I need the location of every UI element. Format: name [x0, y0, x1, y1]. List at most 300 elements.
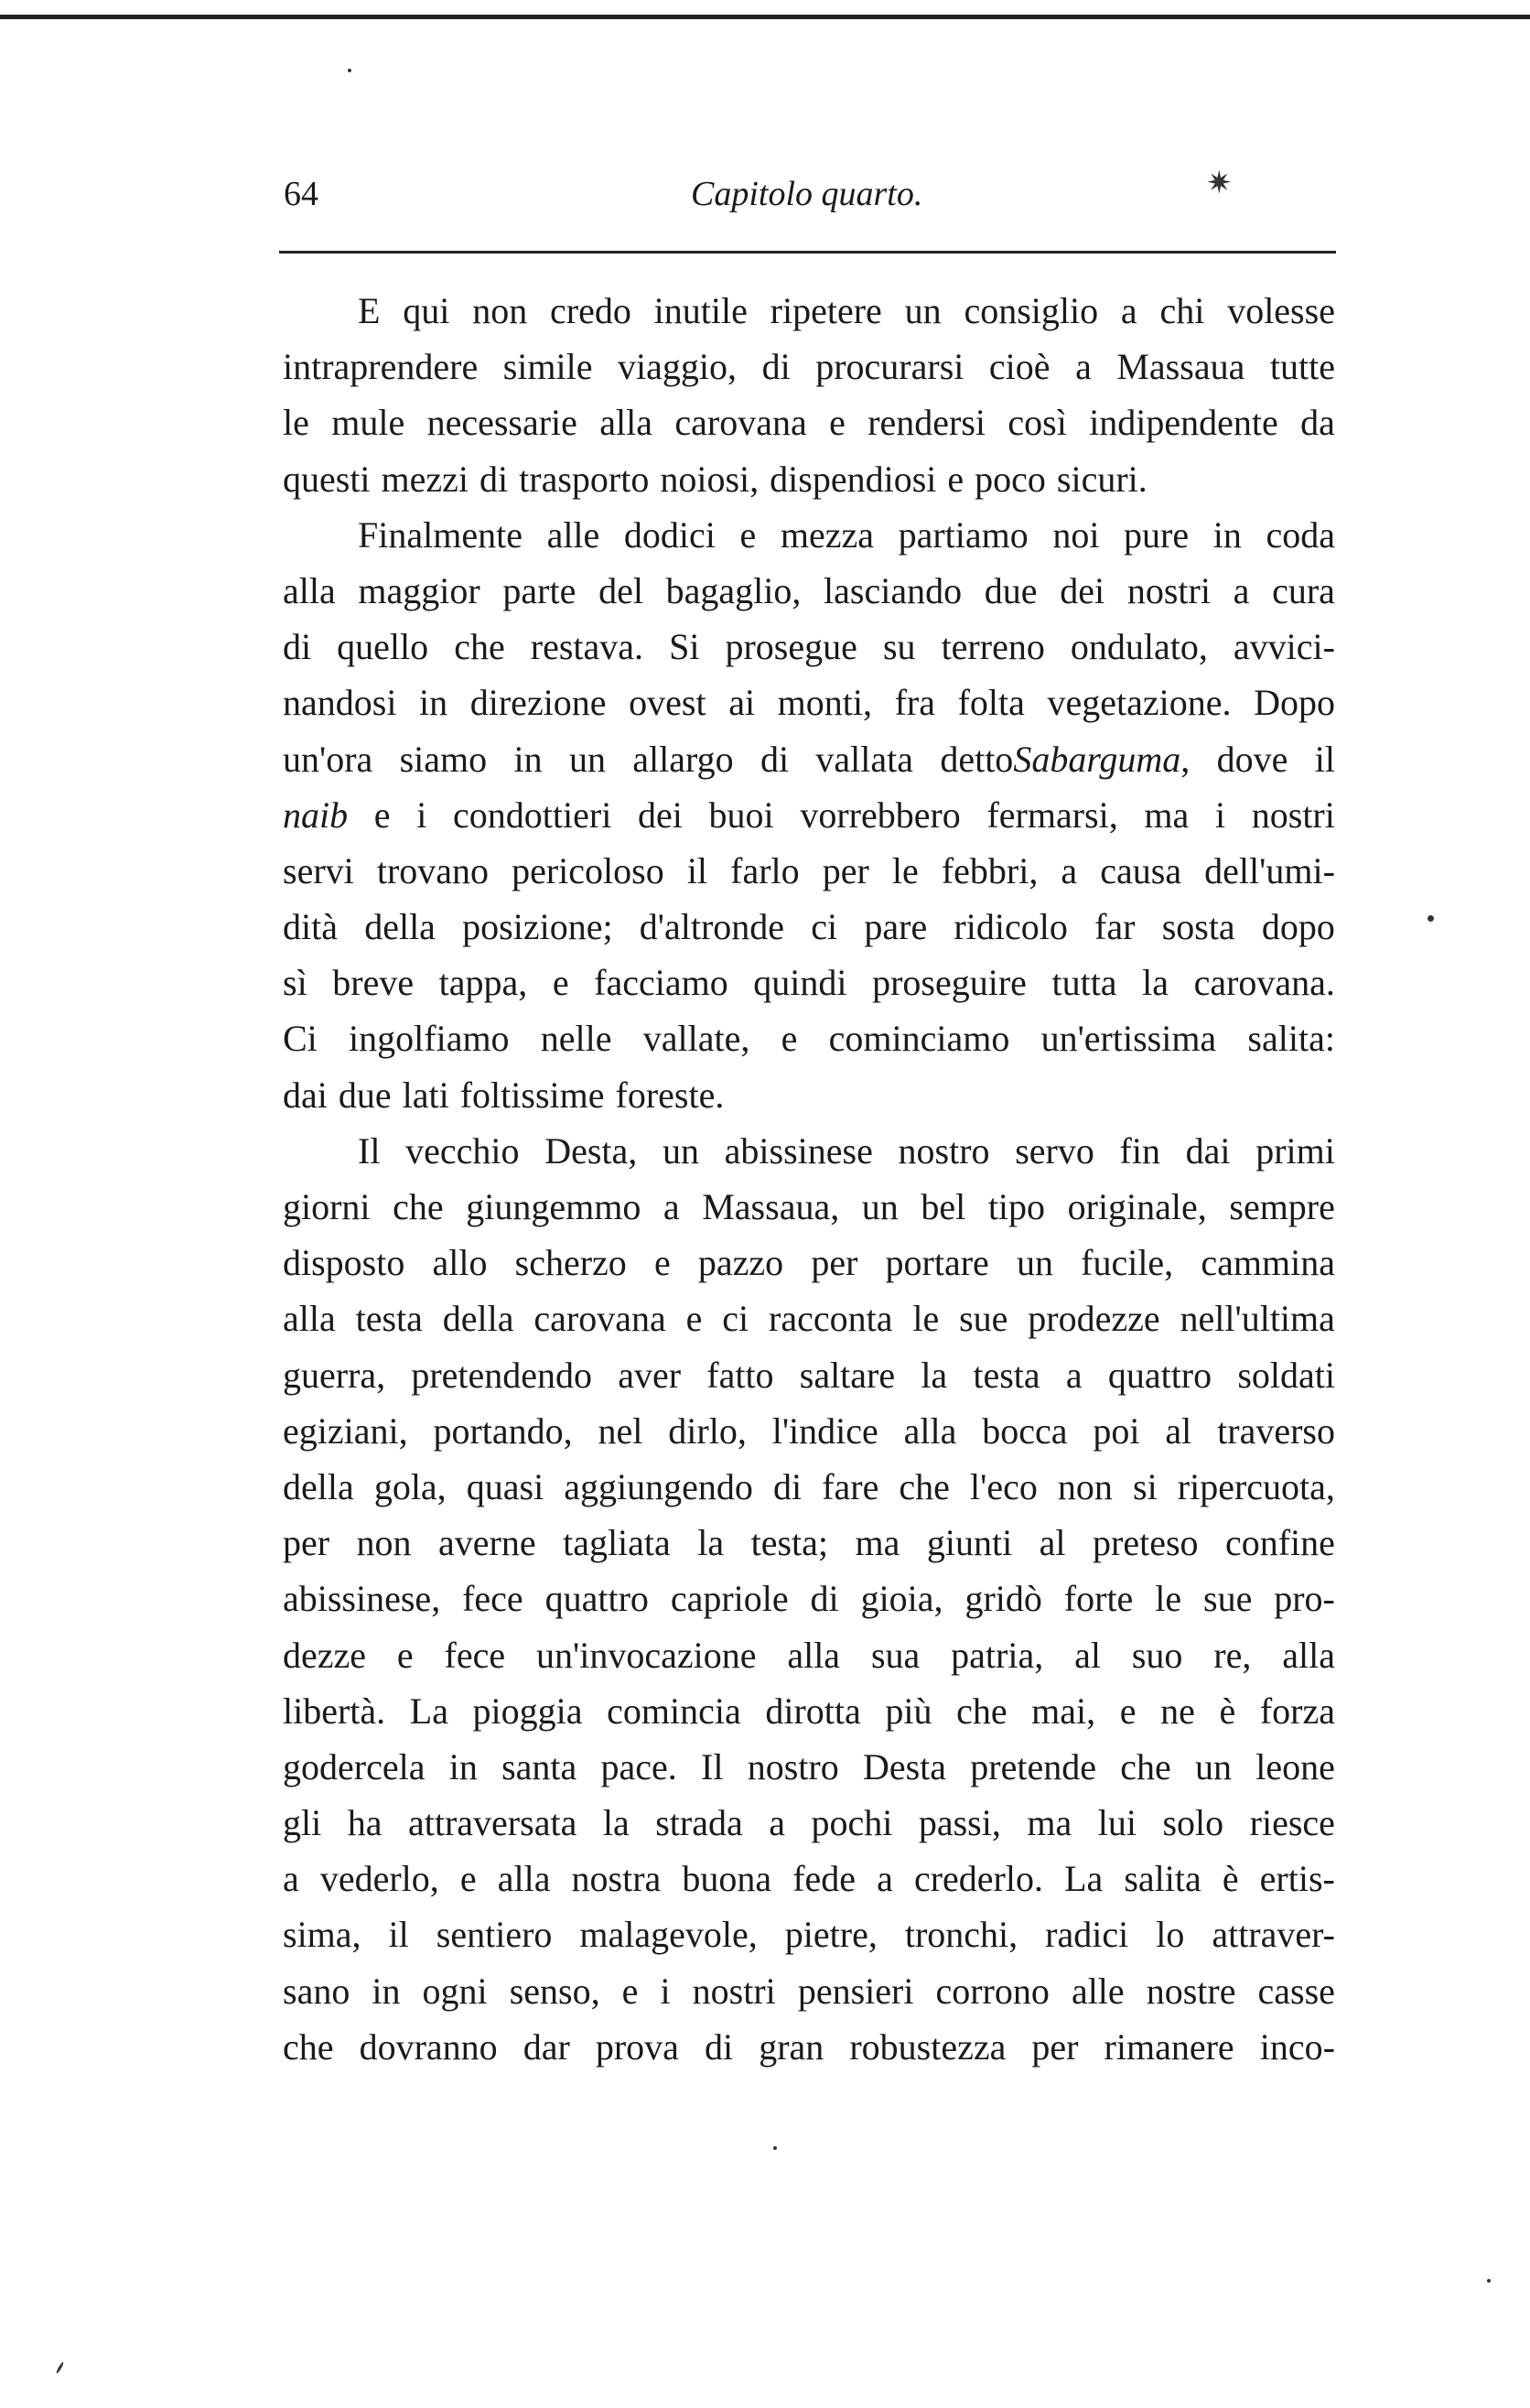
- word: e: [1119, 1690, 1137, 1732]
- word-group: [1060, 563, 1104, 619]
- word-group: [360, 2019, 498, 2075]
- word: buoi: [708, 794, 774, 836]
- word: Dopo: [1254, 682, 1335, 724]
- word-group: [283, 955, 307, 1010]
- word-group: [1093, 1515, 1199, 1571]
- word: salita:: [1247, 1018, 1335, 1060]
- word-group: [283, 1851, 299, 1906]
- word: di: [283, 626, 312, 668]
- word: leone: [1255, 1745, 1335, 1787]
- word: robustezza: [849, 2025, 1007, 2068]
- word: attraver-: [1212, 1914, 1335, 1956]
- word-group: [531, 619, 643, 675]
- word-group: [705, 2019, 733, 2075]
- word-group: [1074, 1627, 1101, 1683]
- word: sano: [283, 1970, 350, 2012]
- word: giunti: [926, 1522, 1013, 1564]
- word: averne: [438, 1522, 536, 1564]
- word-group: [728, 675, 755, 730]
- word: detto: [940, 738, 1014, 780]
- word-group: [800, 787, 960, 843]
- word-group: [1064, 1571, 1134, 1626]
- text-line: [283, 1010, 1335, 1066]
- word: mule: [331, 402, 405, 444]
- word: patria,: [951, 1634, 1044, 1676]
- word: saltare: [799, 1354, 896, 1396]
- word-group: [1266, 507, 1335, 563]
- word-group: [1255, 1739, 1335, 1795]
- word-group: [883, 619, 916, 675]
- word: pare: [864, 906, 928, 948]
- word: Ci: [283, 1018, 318, 1060]
- word-group: [985, 563, 1038, 619]
- word-group: [701, 1739, 723, 1795]
- word-group: [479, 451, 508, 507]
- word-group: [697, 1515, 724, 1571]
- word: della: [442, 1298, 514, 1340]
- word: portare: [885, 1242, 989, 1284]
- word: a: [283, 1858, 299, 1900]
- word-group: [1124, 1851, 1201, 1906]
- word-group: [563, 1515, 671, 1571]
- word: pretende: [970, 1745, 1096, 1787]
- word: consiglio: [964, 290, 1099, 331]
- word-group: [523, 2019, 570, 2075]
- word: carovana: [674, 402, 807, 444]
- word-group: [1255, 1123, 1335, 1179]
- word: solo: [1162, 1802, 1224, 1844]
- text-line: [283, 1683, 1335, 1739]
- word: prova: [595, 2025, 679, 2068]
- word-group: [403, 283, 449, 339]
- word: disposto: [283, 1242, 405, 1284]
- word-group: [638, 787, 683, 843]
- word: inutile: [653, 290, 748, 331]
- word: ci: [722, 1298, 749, 1340]
- word: fucile,: [1081, 1242, 1174, 1284]
- word: lati: [402, 1074, 449, 1116]
- word-group: [1052, 507, 1099, 563]
- word: i: [660, 1970, 671, 2012]
- word-group: [1237, 1347, 1335, 1403]
- word: senso,: [509, 1970, 600, 2012]
- word: libertà.: [283, 1690, 386, 1732]
- word-group: [460, 1067, 605, 1123]
- word: noiosi,: [660, 458, 760, 500]
- word: forte: [1063, 1578, 1134, 1620]
- word-group: [1272, 563, 1335, 619]
- word-group: [472, 283, 527, 339]
- word: così: [1007, 402, 1067, 444]
- word-group: [1234, 619, 1335, 675]
- word: foreste.: [615, 1074, 725, 1116]
- word-group: [1064, 1851, 1103, 1906]
- word-group: [283, 1571, 440, 1626]
- word: soldati: [1237, 1354, 1335, 1396]
- word: dovranno: [359, 2025, 498, 2068]
- word-group: [454, 619, 505, 675]
- word: suo: [1131, 1634, 1183, 1676]
- word: farlo: [730, 849, 800, 891]
- word: malagevole,: [579, 1914, 758, 1956]
- word-group: [693, 1963, 776, 2019]
- word: poco: [975, 458, 1046, 500]
- word-group: [283, 1235, 404, 1290]
- word: indipendente: [1089, 402, 1278, 444]
- word-group: [1144, 787, 1189, 843]
- word: godercela: [283, 1745, 426, 1787]
- word-group: [541, 1010, 612, 1066]
- word-group: [513, 731, 542, 787]
- word-group: [533, 1290, 665, 1346]
- word-group: [899, 1459, 950, 1515]
- word-group: [358, 563, 479, 619]
- word: breve: [332, 962, 415, 1004]
- word: di: [772, 1465, 803, 1507]
- word: sosta: [1161, 906, 1235, 948]
- word: non: [356, 1522, 412, 1564]
- word-group: [462, 899, 612, 955]
- word-group: [862, 1179, 899, 1235]
- word-group: [1104, 2019, 1234, 2075]
- word: guerra,: [283, 1354, 386, 1396]
- text-line: [283, 1067, 1335, 1123]
- word-group: [1225, 1515, 1335, 1571]
- word: più: [885, 1690, 932, 1732]
- text-line: [283, 1795, 1335, 1851]
- word: di: [810, 1578, 839, 1620]
- word: nostri: [692, 1970, 776, 2012]
- word-group: [1270, 339, 1335, 394]
- word-group: [872, 955, 1027, 1010]
- word: pensieri: [797, 1970, 914, 2012]
- word: abissinese,: [283, 1578, 441, 1620]
- word-group: [1227, 283, 1335, 339]
- word-group: [1017, 1235, 1053, 1290]
- word: prosegue: [725, 626, 857, 668]
- word: condottieri: [453, 794, 612, 836]
- word-group: [1068, 1179, 1207, 1235]
- word-group: [1061, 843, 1077, 899]
- word: allo: [432, 1242, 488, 1284]
- word: attraversata: [408, 1802, 577, 1844]
- word: questi: [283, 458, 371, 500]
- word: Finalmente: [358, 513, 523, 556]
- word: d'altronde: [639, 906, 785, 948]
- word-group: [1160, 1683, 1195, 1739]
- word-group: [800, 1347, 895, 1403]
- word: la: [921, 1354, 948, 1396]
- word-group: [1071, 619, 1208, 675]
- word-group: [867, 394, 986, 450]
- word-group: [519, 451, 649, 507]
- word: a: [877, 1858, 893, 1900]
- word: credo: [550, 290, 631, 331]
- word: a: [769, 1802, 785, 1844]
- word-group: [899, 1123, 990, 1179]
- word-group: [748, 1739, 839, 1795]
- word: quattro: [544, 1578, 649, 1620]
- word-group: [1260, 2019, 1335, 2075]
- word-group: [940, 731, 1190, 787]
- text-line: [283, 955, 1335, 1010]
- word: le: [912, 1298, 940, 1340]
- word-group: [770, 451, 936, 507]
- word: Massaua: [1116, 346, 1245, 388]
- word-group: [824, 563, 962, 619]
- word-group: [778, 675, 872, 730]
- word-group: [564, 1459, 753, 1515]
- word: maggior: [358, 569, 480, 611]
- word-group: [283, 1403, 408, 1459]
- word: alla: [787, 1634, 841, 1676]
- word: e: [947, 458, 964, 500]
- text-line: [283, 1571, 1335, 1626]
- word-group: [629, 675, 706, 730]
- word: gola,: [373, 1465, 447, 1507]
- word: facciamo: [594, 962, 728, 1004]
- word-group: [792, 1851, 856, 1906]
- word: scherzo: [514, 1242, 627, 1284]
- word-group: [709, 787, 774, 843]
- word-group: [753, 955, 846, 1010]
- word: per: [811, 1242, 858, 1284]
- word-group: [951, 1627, 1043, 1683]
- word-group: [863, 1739, 946, 1795]
- word-group: [822, 1459, 878, 1515]
- word: che: [393, 1186, 444, 1227]
- word-group: [416, 787, 426, 843]
- word-group: [436, 1906, 553, 1962]
- word-group: [419, 675, 447, 730]
- word-group: [283, 675, 396, 730]
- word-group: [470, 675, 607, 730]
- word-group: [377, 843, 489, 899]
- word-group: [856, 1515, 900, 1571]
- word-group: [569, 731, 606, 787]
- word-group: [798, 1963, 914, 2019]
- word: ai: [728, 682, 756, 724]
- word: nandosi: [283, 682, 397, 724]
- word: pure: [1124, 513, 1190, 556]
- word: chi: [1159, 290, 1205, 331]
- word: gridò: [964, 1578, 1042, 1620]
- word-group: [1120, 1123, 1160, 1179]
- word: trasporto: [519, 458, 650, 500]
- word: simile: [502, 346, 593, 388]
- word: pace.: [600, 1745, 677, 1787]
- word-group: [1262, 899, 1335, 955]
- word-group: [283, 619, 311, 675]
- word: e: [653, 1242, 671, 1284]
- word-group: [769, 1290, 892, 1346]
- word: partiamo: [898, 513, 1029, 556]
- word-group: [1162, 1795, 1223, 1851]
- word: dai: [283, 1074, 328, 1116]
- word: volesse: [1227, 290, 1335, 331]
- word-group: [1040, 1515, 1066, 1571]
- word-group: [706, 1347, 773, 1403]
- word-group: [781, 1010, 798, 1066]
- word: ma: [855, 1522, 900, 1564]
- word: intraprendere: [283, 346, 479, 388]
- word: da: [1300, 402, 1335, 444]
- word-group: [954, 899, 1067, 955]
- word: pretendendo: [411, 1354, 593, 1396]
- word: cominciamo: [828, 1018, 1010, 1060]
- word: ogni: [422, 1970, 488, 2012]
- word: corrono: [935, 1970, 1050, 2012]
- body-text: [283, 283, 1335, 2075]
- running-head: Capitolo quarto.: [691, 175, 923, 213]
- word-group: [389, 1906, 409, 1962]
- text-line: [283, 2019, 1335, 2075]
- word: ripetere: [770, 290, 882, 331]
- word: in: [1212, 513, 1242, 556]
- word-group: [660, 451, 759, 507]
- word-group: [1155, 1571, 1181, 1626]
- word: un: [861, 1186, 899, 1227]
- page-number: 64: [284, 175, 318, 213]
- word: radici: [1045, 1914, 1129, 1956]
- word-group: [956, 1683, 1007, 1739]
- word: e: [781, 1018, 798, 1060]
- word: parte: [502, 569, 576, 611]
- word-group: [899, 507, 1029, 563]
- word-group: [970, 1459, 1038, 1515]
- word-group: [603, 1795, 630, 1851]
- word: giorni: [283, 1186, 371, 1227]
- word-group: [1133, 1459, 1158, 1515]
- word: tronchi,: [904, 1914, 1018, 1956]
- word-group: [1247, 1010, 1335, 1066]
- word: allargo: [632, 738, 734, 780]
- word-group: [1260, 1683, 1335, 1739]
- text-line: [283, 283, 1335, 339]
- word-group: [501, 1739, 576, 1795]
- word: fra: [894, 682, 935, 724]
- word-group: [515, 1235, 627, 1290]
- word-group: [787, 1627, 840, 1683]
- word-group: [512, 843, 664, 899]
- word: Desta: [862, 1745, 947, 1787]
- word-group: [1093, 1403, 1139, 1459]
- word-group: [358, 507, 523, 563]
- text-line: [283, 899, 1335, 955]
- word-group: [356, 1290, 423, 1346]
- word-group: [722, 1290, 749, 1346]
- word: carovana: [533, 1298, 666, 1340]
- word: di: [761, 346, 791, 388]
- word-group: [829, 394, 846, 450]
- word: l'indice: [771, 1409, 878, 1452]
- word: dove: [1216, 738, 1288, 780]
- word-group: [864, 899, 927, 955]
- word-group: [964, 1571, 1041, 1626]
- word-group: [1098, 1795, 1137, 1851]
- word: nelle: [540, 1018, 612, 1060]
- word: prodezze: [1028, 1298, 1160, 1340]
- header-rule: [279, 251, 1336, 254]
- word: ingolfiamo: [349, 1018, 510, 1060]
- word: foltissime: [459, 1074, 605, 1116]
- word: a: [1065, 1354, 1083, 1396]
- word: ovest: [629, 682, 706, 724]
- word: noi: [1052, 513, 1100, 556]
- word-group: [849, 2019, 1006, 2075]
- word: sima,: [283, 1914, 361, 1956]
- word: dodici: [623, 513, 716, 556]
- word-group: [462, 1571, 523, 1626]
- word-group: [686, 1290, 703, 1346]
- word-group: [427, 394, 577, 450]
- word: vederlo,: [319, 1858, 439, 1900]
- word: lo: [1156, 1914, 1185, 1956]
- word: le: [283, 402, 309, 444]
- word: forza: [1259, 1690, 1335, 1732]
- word-group: [473, 1683, 583, 1739]
- word-group: [1315, 731, 1335, 787]
- word: sentiero: [436, 1914, 553, 1956]
- word-group: [510, 1963, 600, 2019]
- word: il: [686, 849, 708, 891]
- word-group: [1051, 955, 1116, 1010]
- word: buona: [682, 1858, 772, 1900]
- text-line: [283, 394, 1335, 450]
- word: aver: [618, 1354, 682, 1396]
- word: tappa,: [438, 962, 528, 1004]
- word: in: [372, 1970, 401, 2012]
- word: un: [904, 290, 942, 331]
- word-group: [445, 1627, 506, 1683]
- word: servo: [1015, 1129, 1094, 1172]
- word-group: [640, 899, 784, 955]
- word-group: [1282, 1627, 1335, 1683]
- word: sue: [959, 1298, 1008, 1340]
- word-group: [372, 1963, 400, 2019]
- word-group: [687, 843, 707, 899]
- word-group: [598, 1403, 643, 1459]
- word: Si: [669, 626, 700, 668]
- word: alla: [497, 1858, 551, 1900]
- word: le: [1155, 1578, 1182, 1620]
- word-group: [1213, 507, 1242, 563]
- word: causa: [1100, 849, 1182, 891]
- word-group: [283, 394, 309, 450]
- word: è: [1219, 1690, 1236, 1732]
- word-group: [871, 1627, 920, 1683]
- word: vorrebbero: [800, 794, 961, 836]
- word-group: [433, 1235, 488, 1290]
- word-group: [1089, 394, 1278, 450]
- word: della: [283, 1465, 354, 1507]
- word-group: [283, 1347, 385, 1403]
- word-group: [1015, 1123, 1094, 1179]
- word-group: [751, 1515, 828, 1571]
- word: comincia: [607, 1690, 741, 1732]
- word-group: [283, 1067, 328, 1123]
- word-group: [349, 1010, 510, 1066]
- text-line: [283, 1403, 1335, 1459]
- word-group: [942, 843, 1039, 899]
- word: inco-: [1259, 2025, 1335, 2068]
- word: nel: [598, 1409, 643, 1452]
- word: febbri,: [941, 849, 1039, 891]
- word: quindi: [753, 962, 847, 1004]
- word-group: [964, 283, 1098, 339]
- word-group: [553, 955, 569, 1010]
- word-group: [339, 1067, 392, 1123]
